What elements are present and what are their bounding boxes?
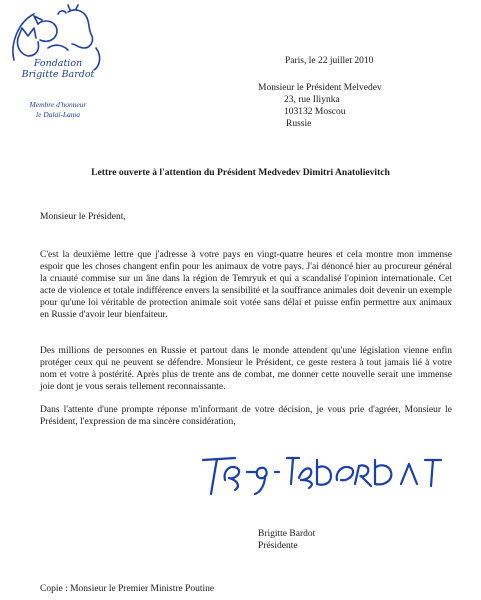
recipient-name: Monsieur le Président Melvedev bbox=[258, 83, 382, 93]
animals-silhouette-logo bbox=[8, 4, 108, 104]
signer-name: Brigitte Bardot bbox=[258, 529, 316, 539]
body-paragraph-3: Dans l'attente d'une prompte réponse m'informant de votre décision, je vous prie d'agréer, Monsieur le Président, l'expression de ma sincère considération, bbox=[40, 405, 452, 428]
recipient-country: Russie bbox=[286, 119, 312, 129]
signer-block bbox=[258, 528, 315, 552]
member-line2: le Dalaï-Lama bbox=[36, 110, 80, 119]
copy-recipient: Copie : Monsieur le Premier Ministre Poutine bbox=[40, 584, 215, 594]
letter-subject: Lettre ouverte à l'attention du Président Medvedev Dimitri Anatolievitch bbox=[91, 167, 390, 178]
member-line1: Membre d'honneur bbox=[29, 100, 87, 109]
body-paragraph-1: C'est la deuxième lettre que j'adresse à votre pays en vingt-quatre heures et cela montre mon immense espoir que les choses changent enfin pour les animaux de votre pays. J'ai dénoncé hier au procureur général la cruauté commise sur un âne dans la région de Temryuk et qui a scandalisé l'opinion internationale. Cet acte de violence et totale indifférence envers la sensibilité et la souffrance animales doit devenir un exemple pour qu'une loi véritable de protection animale soit votée sans délai et puisse enfin permettre aux animaux en Russie d'avoir leur bienfaiteur. bbox=[40, 250, 452, 321]
recipient-address bbox=[258, 82, 382, 130]
foundation-line1: Fondation bbox=[33, 58, 83, 69]
salutation: Monsieur le Président, bbox=[40, 212, 126, 222]
body-paragraph-2: Des millions de personnes en Russie et partout dans le monde attendent qu'une législation vienne enfin protéger ceux qui ne peuvent se défendre. Monsieur le Président, ce geste restera à tout jamais lié à votre nom et votre à postérité. Après plus de trente ans de combat, me donner cette nouvelle serait une immense joie dont je vous serais tellement reconnaissante. bbox=[40, 346, 452, 393]
foundation-title bbox=[8, 58, 108, 80]
letter-date: Paris, le 22 juillet 2010 bbox=[285, 56, 374, 66]
recipient-street: 23, rue Iliynka bbox=[284, 95, 340, 105]
handwritten-signature bbox=[195, 450, 445, 500]
foundation-line2: Brigitte Bardot bbox=[21, 69, 95, 80]
signer-title: Présidente bbox=[258, 541, 298, 551]
recipient-city: 103132 Moscou bbox=[284, 107, 346, 117]
honorary-member bbox=[8, 100, 108, 120]
